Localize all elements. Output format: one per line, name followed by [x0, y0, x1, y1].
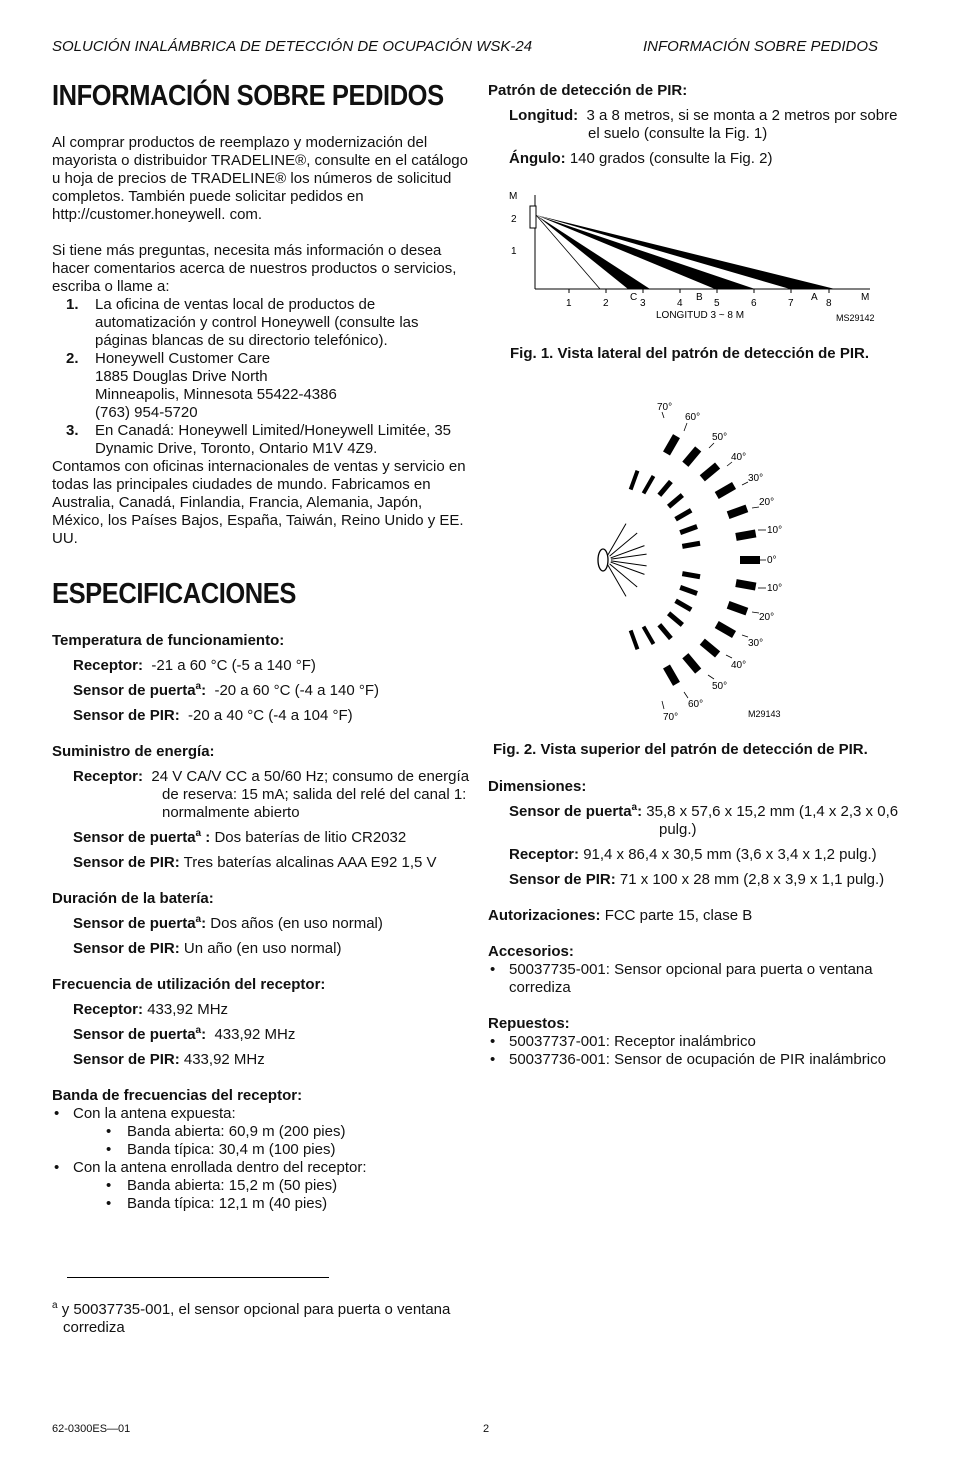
fig2-angle-label: 40°	[731, 660, 747, 671]
fig2-zone-bar	[736, 533, 756, 536]
fig1-x-tick: 3	[640, 298, 646, 309]
fig2-label-tick	[742, 635, 748, 637]
ordering-section	[52, 134, 470, 548]
fig1-x-tick: 8	[826, 298, 832, 309]
fig1-zone-letter: B	[696, 292, 703, 303]
fig2-zone-bar	[631, 471, 638, 490]
fig2-fan-ray	[611, 554, 647, 559]
contact-item-1: 1. La oficina de ventas local de productos de automatización y control Honeywell (consulte las páginas blancas de su directorio telefónico).	[66, 296, 419, 349]
fig2-label-tick	[684, 423, 687, 431]
spares-heading: Repuestos:	[488, 1015, 570, 1032]
fig2-label-tick	[709, 443, 714, 448]
right-specs-section: Dimensiones: Sensor de puerta$^a$: 35,8 x 57,6 x 15,2 mm (1,4 x 2,3 x 0,6 pulg.) Receptor: 91,4 x 86,4 x 30,5 mm (3,6 x 3,4 x 1,2 pulg.) Sensor de PIR: 71 x 100 x 28 mm (2,8 x 3,9 x 1,1 pulg.) Autorizaciones: FCC parte 15, clase B Accesorios: • 50037735-001: Sensor opcional para puerta o ventana corrediza Repuestos: • 50037737-001: Receptor inalámbrico • 50037736-001: Sensor de ocupación de PIR inalámbrico	[488, 778, 910, 1069]
fig2-zone-bar	[676, 601, 692, 610]
fig1-zone-letter: C	[630, 292, 638, 303]
fig2-fan-ray	[611, 562, 645, 574]
fig2-fan-ray	[611, 561, 647, 566]
fig2-angle-label: 70°	[663, 712, 679, 723]
fig2-zone-bar	[728, 508, 747, 515]
fig2-zone-bar	[702, 466, 717, 479]
fig1-x-tick: 4	[677, 298, 683, 309]
fig2-label-tick	[708, 675, 714, 679]
fig2-zone-bar	[631, 630, 638, 649]
running-header-right: INFORMACIÓN SOBRE PEDIDOS	[643, 38, 879, 55]
fig2-label-tick	[726, 655, 732, 658]
accessories-heading: Accesorios:	[488, 943, 574, 960]
specs-title: ESPECIFICACIONES	[52, 578, 296, 610]
footer-page-number: 2	[483, 1423, 490, 1435]
battery-heading: Duración de la batería:	[52, 890, 214, 907]
contact-item-2: 2. Honeywell Customer Care 1885 Douglas Drive North Minneapolis, Minnesota 55422-4386 (763) 954-5720	[66, 350, 337, 421]
contact-item-3: 3. En Canadá: Honeywell Limited/Honeywell Limitée, 35 Dynamic Drive, Toronto, Ontario M1V 4Z9.	[66, 422, 452, 457]
fig2-angle-label: 20°	[759, 612, 775, 623]
fig2-angle-label: 60°	[685, 412, 701, 423]
fig2-label-tick	[684, 692, 688, 698]
fig2-zone-bar	[685, 449, 698, 464]
fig2-top-view-diagram	[580, 395, 820, 725]
fig2-label-tick	[752, 507, 759, 508]
band-list: • Con la antena expuesta:	[52, 1105, 472, 1123]
fig1-x-tick: 1	[566, 298, 572, 309]
fig2-zone-bar	[644, 627, 654, 644]
spares-list: • 50037737-001: Receptor inalámbrico • 50037736-001: Sensor de ocupación de PIR inalámbrico	[488, 1033, 910, 1069]
fig2-zone-bar	[682, 574, 700, 577]
band-heading: Banda de frecuencias del receptor:	[52, 1087, 303, 1104]
fig2-zone-bar	[702, 642, 717, 655]
fig2-zone-bar	[644, 476, 654, 493]
fig2-angle-label: 10°	[767, 583, 783, 594]
fig1-zone-letter: A	[811, 292, 818, 303]
fig2-angle-label: 30°	[748, 638, 764, 649]
ordering-paragraph-3: Contamos con oficinas internacionales de ventas y servicio en todas las principales ciudades de mundo. Fabricamos en Australia, Canadá, Finlandia, Francia, Alemania, Japón, México, los Países Bajos, España, Taiwán, Reino Unido y EE. UU.	[52, 458, 466, 547]
power-heading: Suministro de energía:	[52, 743, 215, 760]
fig2-zone-bar	[676, 510, 692, 519]
fig2-zone-bar	[736, 583, 756, 586]
footnote: $^a$ y 50037735-001, el sensor opcional para puerta o ventana corrediza	[52, 1300, 451, 1336]
fig2-zone-bar	[717, 486, 734, 496]
fig2-zone-bar	[667, 667, 677, 684]
fig2-angle-label: 20°	[759, 497, 775, 508]
fig1-y-tick: 1	[511, 246, 517, 257]
fig2-zone-bar	[669, 613, 683, 625]
fig1-x-tick: 6	[751, 298, 757, 309]
fig2-zone-bar	[680, 587, 697, 593]
ordering-paragraph-2: Si tiene más preguntas, necesita más información o desea hacer comentarios acerca de nuestros productos o servicios, escriba o llame a:	[52, 242, 457, 295]
fig1-caption: Fig. 1. Vista lateral del patrón de detección de PIR.	[510, 345, 869, 362]
fig2-zone-bar	[685, 656, 698, 671]
fig2-angle-label: 0°	[767, 555, 777, 566]
fig2-zone-bar	[682, 543, 700, 546]
fig2-angle-label: 50°	[712, 432, 728, 443]
fig2-zone-bar	[728, 605, 747, 612]
fig1-y-tick: 2	[511, 214, 517, 225]
temp-heading: Temperatura de funcionamiento:	[52, 632, 285, 649]
contact-list	[52, 296, 470, 458]
fig2-zone-bar	[659, 625, 671, 639]
freq-heading: Frecuencia de utilización del receptor:	[52, 976, 326, 993]
fig1-side-view-diagram	[500, 185, 900, 325]
pir-pattern-section: Patrón de detección de PIR: Longitud: 3 a 8 metros, si se monta a 2 metros por sobre el suelo (consulte la Fig. 1) Ángulo: 140 grados (consulte la Fig. 2)	[488, 82, 908, 168]
running-header-left: SOLUCIÓN INALÁMBRICA DE DETECCIÓN DE OCUPACIÓN WSK-24	[52, 38, 533, 55]
ordering-title: INFORMACIÓN SOBRE PEDIDOS	[52, 80, 444, 112]
pir-pattern-heading: Patrón de detección de PIR:	[488, 82, 688, 99]
fig2-angle-label: 70°	[657, 402, 673, 413]
footer-doc-number: 62-0300ES—01	[52, 1423, 131, 1435]
fig1-x-tick: 7	[788, 298, 794, 309]
specs-section: Temperatura de funcionamiento: Receptor: -21 a 60 °C (-5 a 140 °F) Sensor de puerta$^a$: -20 a 60 °C (-4 a 140 °F) Sensor de PIR: -20 a 40 °C (-4 a 104 °F) Suministro de energía: Receptor: 24 V CA/V CC a 50/60 Hz; consumo de energía de reserva: 15 mA; salida del relé del canal 1: normalmente abierto Sensor de puerta$^a$ : Dos baterías de litio CR2032 Sensor de PIR: Tres baterías alcalinas AAA E92 1,5 V Duración de la batería: Sensor de puerta$^a$: Dos años (en uso normal) Sensor de PIR: Un año (en uso normal) Frecuencia de utilización del receptor: Receptor: 433,92 MHz Sensor de puerta$^a$: 433,92 MHz Sensor de PIR: 433,92 MHz Banda de frecuencias del receptor: • Con la antena expuesta: • Banda abierta: 60,9 m (200 pies) • Banda típica: 30,4 m (100 pies) • Con la antena enrollada dentro del receptor: • Banda abierta: 15,2 m (50 pies) • Banda típica: 12,1 m (40 pies)	[52, 632, 472, 1213]
fig1-code: MS29142	[836, 313, 875, 323]
fig1-x-tick: 2	[603, 298, 609, 309]
fig2-label-tick	[752, 612, 759, 613]
fig2-zone-bar	[659, 481, 671, 495]
fig2-angle-label: 10°	[767, 525, 783, 536]
fig1-x-unit: M	[861, 292, 870, 303]
fig2-angle-label: 40°	[731, 452, 747, 463]
ordering-paragraph-1: Al comprar productos de reemplazo y modernización del mayorista o distribuidor TRADELINE®, consulte en el catálogo u hoja de precios de TRADELINE® los números de solicitud completos. También puede solicitar pedidos en http://customer.honeywell. com.	[52, 134, 468, 223]
fig2-zone-bar	[717, 625, 734, 635]
fig2-angle-label: 50°	[712, 681, 728, 692]
fig1-x-label: LONGITUD 3 ~ 8 M	[656, 310, 745, 321]
fig2-code: M29143	[748, 709, 781, 719]
fig1-x-tick: 5	[714, 298, 720, 309]
fig2-label-tick	[662, 701, 664, 709]
fig2-caption: Fig. 2. Vista superior del patrón de detección de PIR.	[493, 741, 868, 758]
fig2-zone-bar	[680, 526, 697, 532]
fig1-y-unit: M	[509, 191, 518, 202]
fig2-fan-ray	[611, 546, 645, 558]
fig2-angle-label: 30°	[748, 473, 764, 484]
accessories-list: • 50037735-001: Sensor opcional para puerta o ventana corrediza	[488, 961, 910, 997]
fig2-angle-label: 60°	[688, 699, 704, 710]
fig2-zone-bar	[667, 436, 677, 453]
footnote-rule	[67, 1277, 329, 1278]
dimensions-heading: Dimensiones:	[488, 778, 587, 795]
fig2-zone-bar	[669, 495, 683, 507]
